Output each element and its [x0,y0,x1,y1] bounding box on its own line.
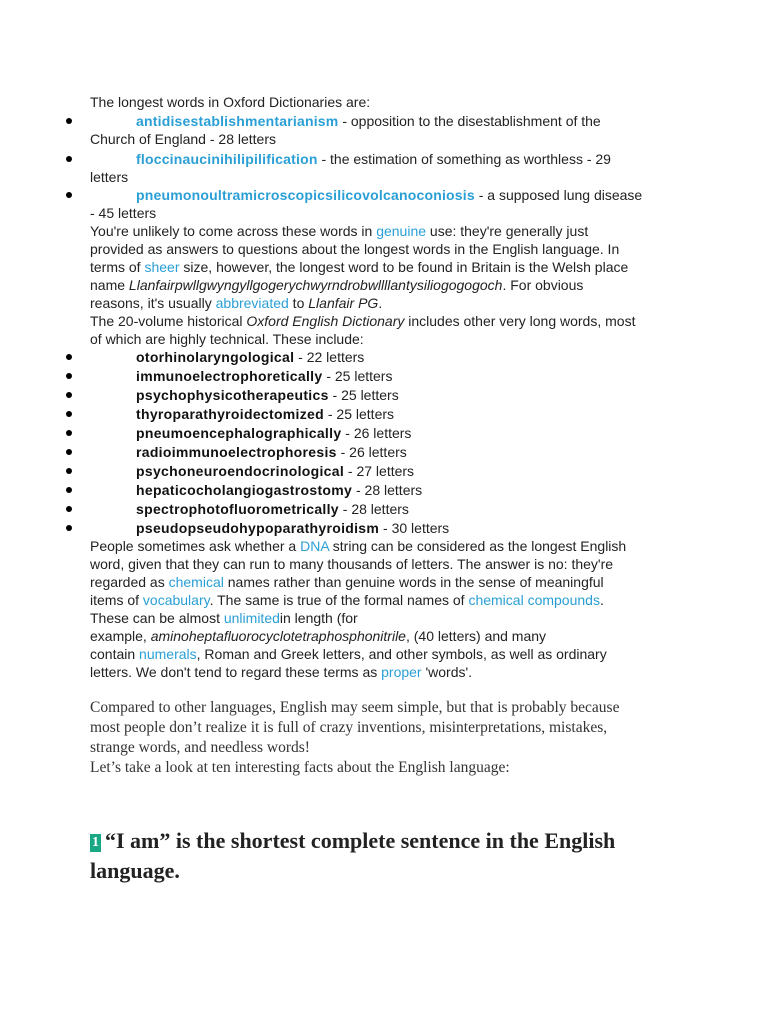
bullet [66,525,72,531]
numerals-link[interactable]: numerals [139,646,197,662]
paragraph-line: These can be almost unlimitedin length (for [90,610,358,626]
heading-line: language. [90,858,180,883]
paragraph-line: You're unlikely to come across these words in genuine use: they're generally just [90,223,589,239]
list-item: pseudopseudohypoparathyroidism - 30 letters [136,520,450,536]
bullet [66,468,72,474]
proper-link[interactable]: proper [381,664,422,680]
fact-heading [90,826,615,886]
paragraph-line: The 20-volume historical Oxford English Dictionary includes other very long words, most [90,313,636,329]
paragraph-line: provided as answers to questions about the longest words in the English language. In [90,241,620,257]
bullet [66,506,72,512]
dna-link[interactable]: DNA [300,538,329,554]
list-item-continuation: Church of England - 28 letters [90,131,276,147]
unlimited-link[interactable]: unlimited [223,610,280,626]
bullet [66,192,72,198]
sheer-link[interactable]: sheer [144,259,180,275]
list-item: spectrophotofluorometrically - 28 letters [136,501,409,517]
paragraph-line: People sometimes ask whether a DNA string can be considered as the longest English [90,538,627,554]
bullet [66,392,72,398]
bullet [66,373,72,379]
bullet [66,156,72,162]
bullet [66,118,72,124]
list-item-continuation: - 45 letters [90,205,157,221]
list-item: psychoneuroendocrinological - 27 letters [136,463,415,479]
bullet [66,411,72,417]
list-item: psychophysicotherapeutics - 25 letters [136,387,399,403]
list-item: pneumonoultramicroscopicsilicovolcanoconiosis - a supposed lung disease [136,187,643,203]
bullet [66,449,72,455]
bullet [66,430,72,436]
heading-line: 1 “I am” is the shortest complete sentence in the English [92,828,616,853]
paragraph-line: items of vocabulary. The same is true of the formal names of chemical compounds. [90,592,604,608]
paragraph-line: name Llanfairpwllgwyngyllgogerychwyrndrobwllllantysiliogogogoch. For obvious [90,277,584,293]
paragraph-line: example, aminoheptafluorocyclotetraphosphonitrile, (40 letters) and many [90,628,547,644]
serif-paragraph-line: Let’s take a look at ten interesting facts about the English language: [90,759,510,776]
vocabulary-link[interactable]: vocabulary [142,592,210,608]
list-item-continuation: letters [90,169,129,185]
serif-paragraph-line: strange words, and needless words! [90,739,310,756]
list-item: hepaticocholangiogastrostomy - 28 letters [136,482,423,498]
paragraph-line: contain numerals, Roman and Greek letters, and other symbols, as well as ordinary [90,646,607,662]
chemical-link[interactable]: chemical [168,574,224,590]
serif-paragraph-line: most people don’t realize it is full of crazy inventions, misinterpretations, mistakes, [90,719,608,736]
paragraph-line: terms of sheer size, however, the longest word to be found in Britain is the Welsh place [90,259,629,275]
number-badge: 1 [92,835,99,850]
list-item: immunoelectrophoretically - 25 letters [136,368,393,384]
serif-paragraph-line: Compared to other languages, English may seem simple, but that is probably because [90,699,620,716]
list-item: otorhinolaryngological - 22 letters [136,349,365,365]
word-link[interactable]: antidisestablishmentarianism [136,113,339,129]
paragraph-line: word, given that they can run to many thousands of letters. The answer is no: they're [90,556,614,572]
paragraph-line: letters. We don't tend to regard these terms as proper 'words'. [90,664,473,680]
intro-text: The longest words in Oxford Dictionaries are: [90,94,371,110]
list-item: floccinaucinihilipilification - the estimation of something as worthless - 29 [136,151,611,167]
abbreviated-link[interactable]: abbreviated [215,295,289,311]
list-item: antidisestablishmentarianism - opposition to the disestablishment of the [136,113,601,129]
chemical-compounds-link[interactable]: chemical compounds [468,592,600,608]
genuine-link[interactable]: genuine [376,223,427,239]
list-item: radioimmunoelectrophoresis - 26 letters [136,444,407,460]
bullet [66,487,72,493]
paragraph-line: regarded as chemical names rather than genuine words in the sense of meaningful [90,574,604,590]
word-link[interactable]: floccinaucinihilipilification [136,151,318,167]
word-link[interactable]: pneumonoultramicroscopicsilicovolcanoconiosis [136,187,475,203]
list-item: thyroparathyroidectomized - 25 letters [136,406,395,422]
bullet [66,354,72,360]
list-item: pneumoencephalographically - 26 letters [136,425,412,441]
paragraph-line: of which are highly technical. These include: [90,331,364,347]
paragraph-line: reasons, it's usually abbreviated to Llanfair PG. [90,295,383,311]
